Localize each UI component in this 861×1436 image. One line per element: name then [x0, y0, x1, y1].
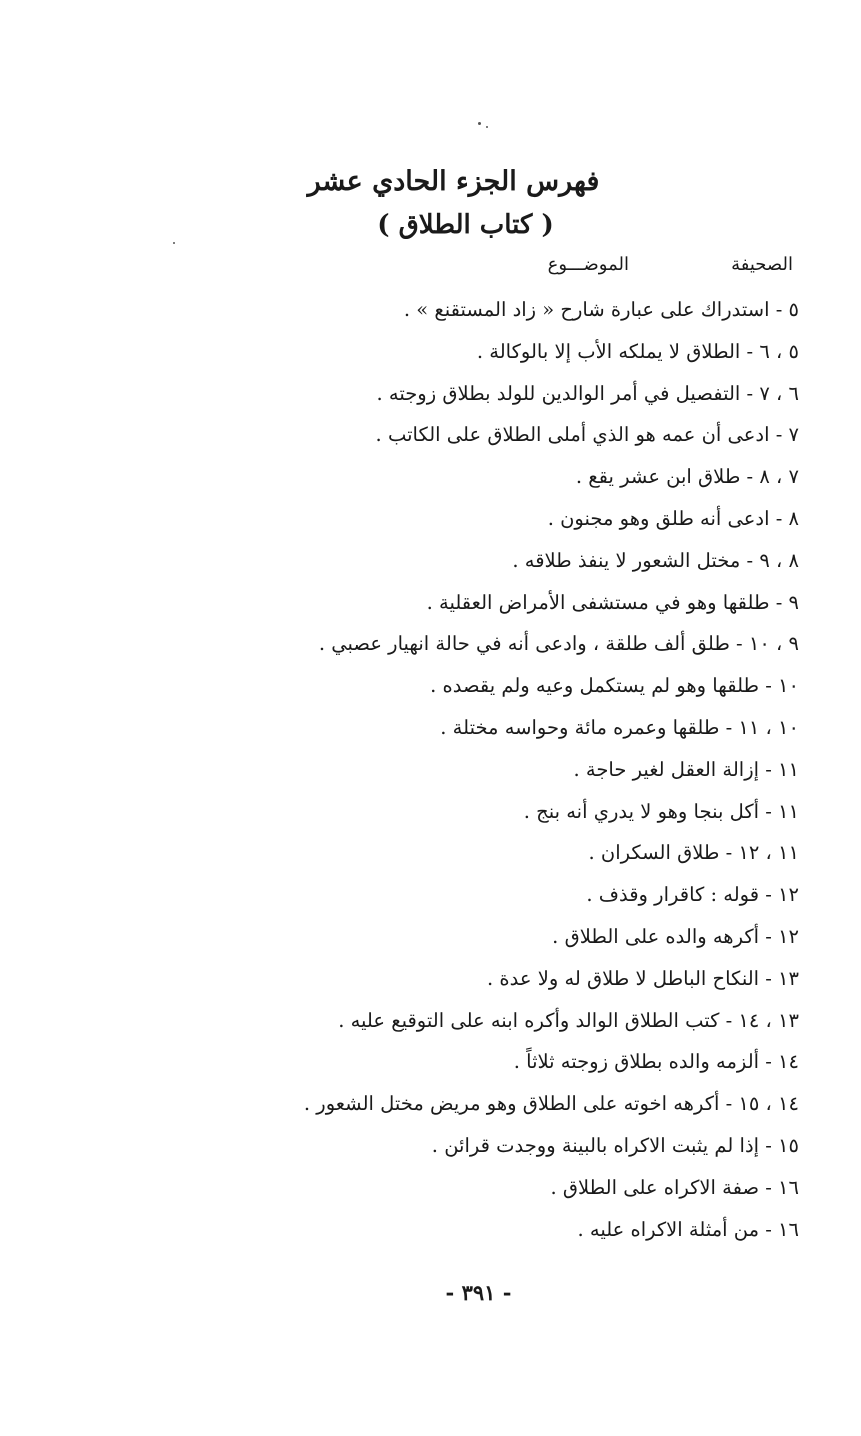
page-subtitle: ( كتاب الطلاق ) [377, 210, 554, 240]
index-entry: ٨ - ادعى أنه طلق وهو مجنون . [547, 506, 799, 530]
index-entry: ٧ ، ٨ - طلاق ابن عشر يقع . [575, 465, 799, 489]
scan-speck [478, 122, 481, 125]
scan-speck [486, 126, 488, 128]
index-entry: ١٣ ، ١٤ - كتب الطلاق الوالد وأكره ابنه على التوقيع عليه . [338, 1008, 799, 1032]
index-entry: ١٥ - إذا لم يثبت الاكراه بالبينة ووجدت قرائن . [431, 1133, 799, 1157]
index-entry: ٦ ، ٧ - التفصيل في أمر الوالدين للولد بطلاق زوجته . [376, 381, 799, 405]
index-entry: ٩ - طلقها وهو في مستشفى الأمراض العقلية . [426, 590, 799, 614]
index-entry: ٩ ، ١٠ - طلق ألف طلقة ، وادعى أنه في حالة انهيار عصبي . [318, 632, 799, 656]
index-entry: ١٤ - ألزمه والده بطلاق زوجته ثلاثاً . [513, 1050, 799, 1074]
index-entry: ١٦ - من أمثلة الاكراه عليه . [577, 1217, 799, 1241]
index-entry: ٧ - ادعى أن عمه هو الذي أملى الطلاق على الكاتب . [375, 423, 799, 447]
index-entry: ١٠ ، ١١ - طلقها وعمره مائة وحواسه مختلة . [440, 715, 799, 739]
index-entry: ٨ ، ٩ - مختل الشعور لا ينفذ طلاقه . [512, 548, 799, 572]
index-entries-list [59, 289, 799, 1250]
page-title: فهرس الجزء الحادي عشر [307, 166, 600, 197]
index-entry: ١١ - إزالة العقل لغير حاجة . [573, 757, 799, 781]
index-entry: ١٣ - النكاح الباطل لا طلاق له ولا عدة . [487, 966, 799, 990]
index-entry: ٥ ، ٦ - الطلاق لا يملكه الأب إلا بالوكالة . [476, 339, 799, 363]
index-entry: ١٢ - أكرهه والده على الطلاق . [552, 924, 799, 948]
index-entry: ١١ - أكل بنجا وهو لا يدري أنه بنج . [523, 799, 799, 823]
index-entry: ١٦ - صفة الاكراه على الطلاق . [550, 1175, 799, 1199]
index-entry: ١٠ - طلقها وهو لم يستكمل وعيه ولم يقصده . [430, 674, 799, 698]
index-entry: ١١ ، ١٢ - طلاق السكران . [588, 841, 799, 865]
topic-column-header: الموضـــوع [547, 254, 629, 275]
page-column-header: الصحيفة [731, 254, 793, 275]
index-entry: ١٤ ، ١٥ - أكرهه اخوته على الطلاق وهو مريض مختل الشعور . [303, 1092, 799, 1116]
index-entry: ١٢ - قوله : كاقرار وقذف . [586, 883, 799, 907]
index-entry: ٥ - استدراك على عبارة شارح « زاد المستقنع » . [403, 298, 799, 321]
page-number: - ٣٩١ - [445, 1280, 512, 1305]
